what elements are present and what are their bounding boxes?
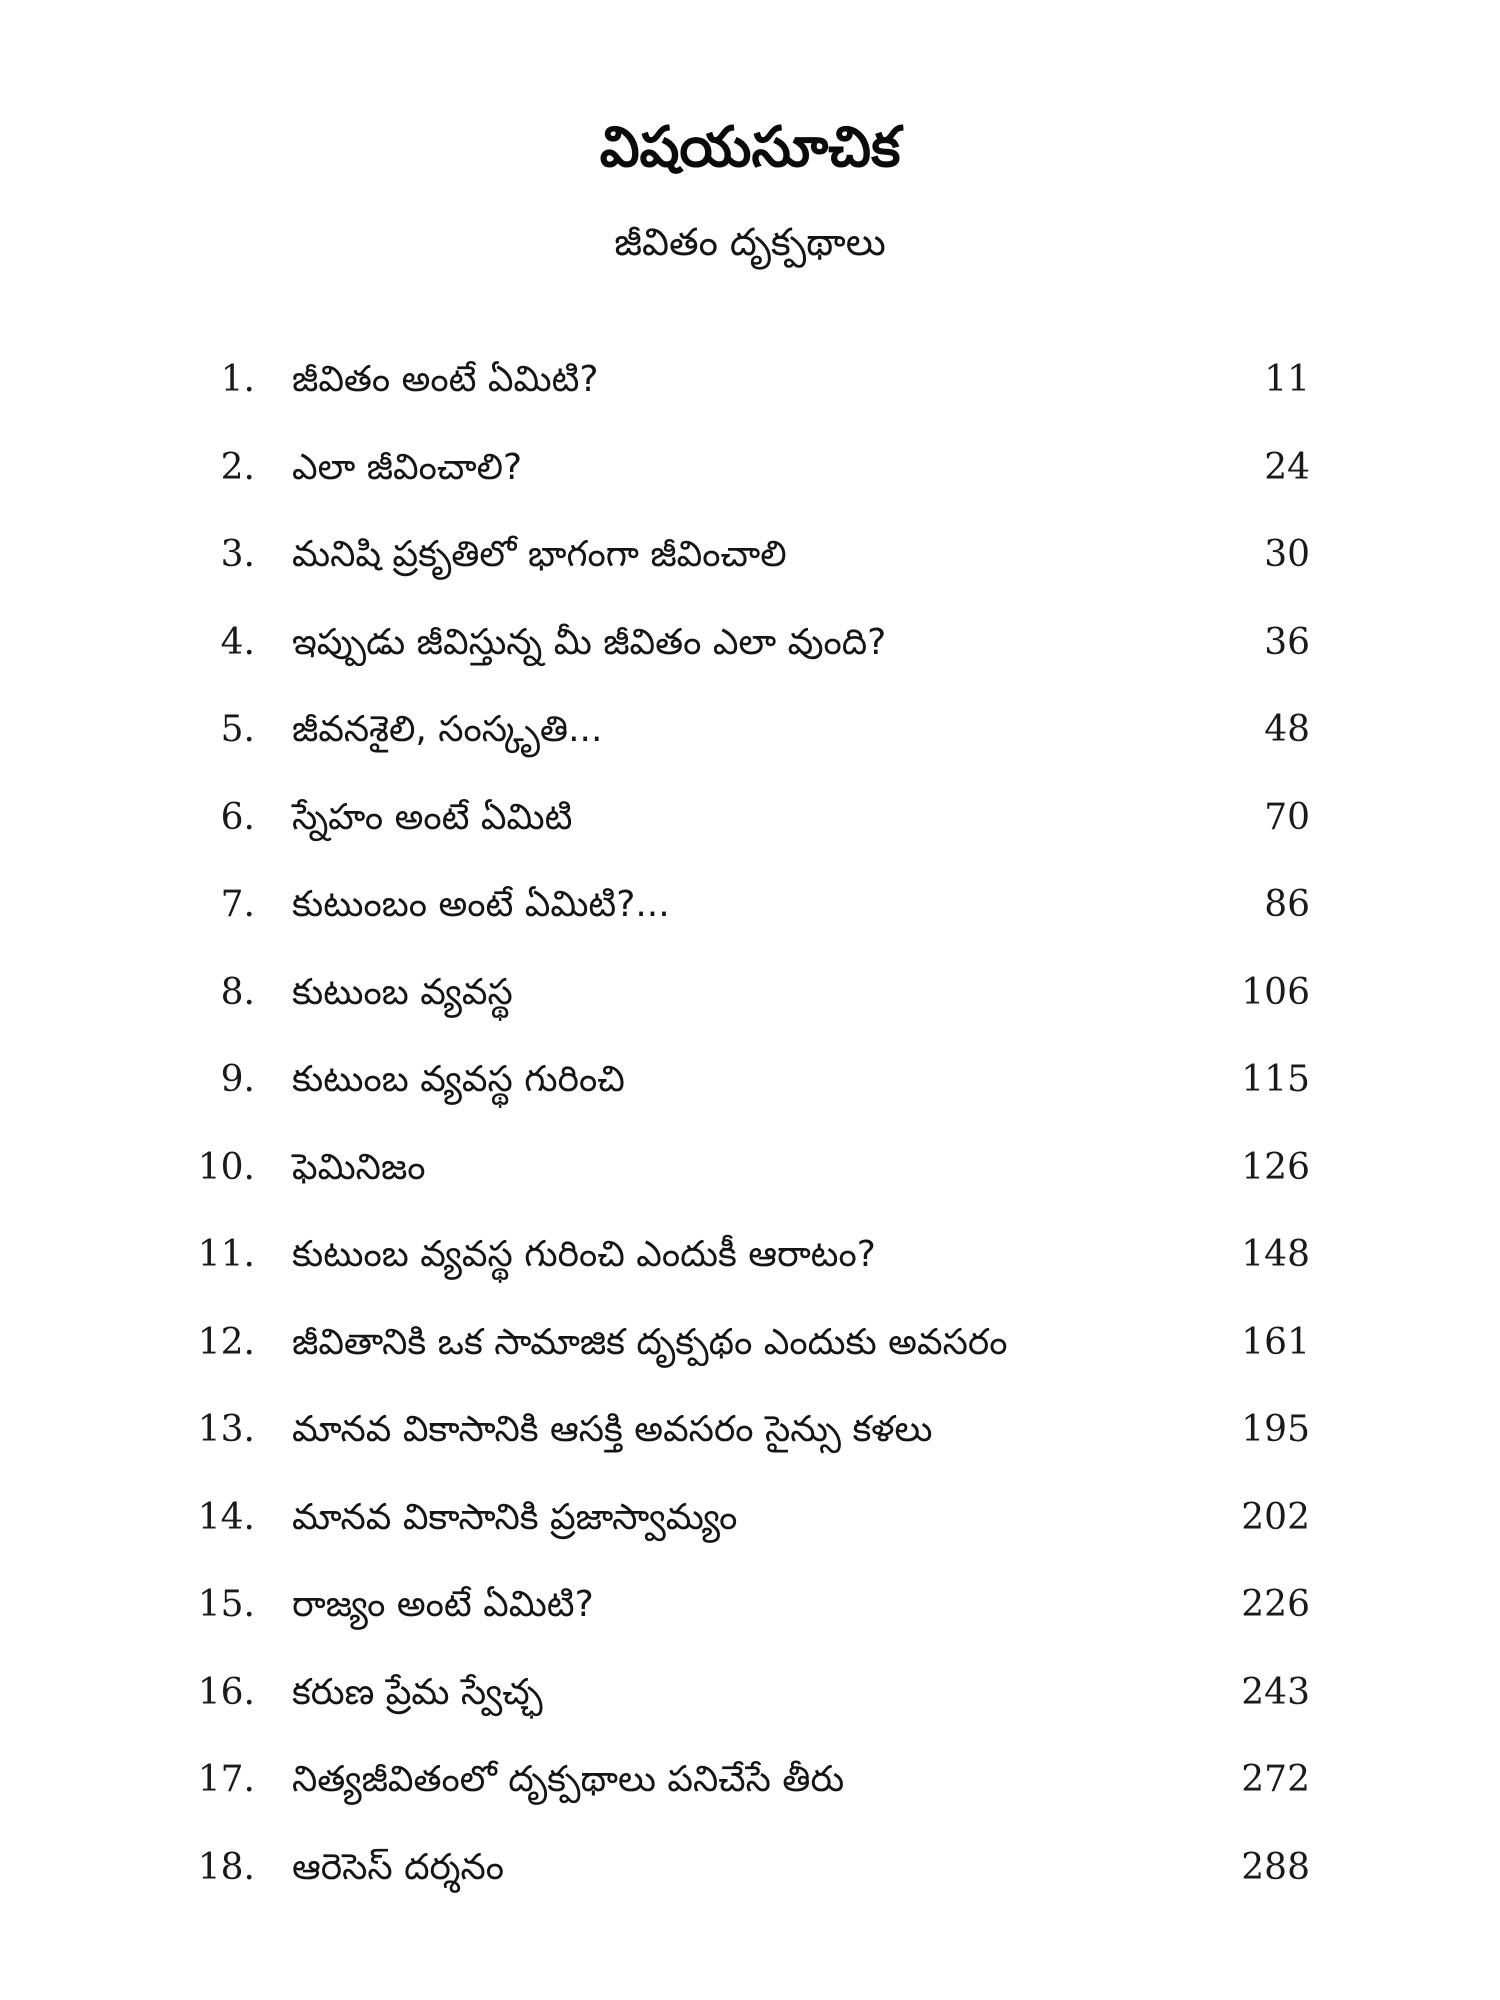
- toc-entry-page: 48: [1264, 709, 1310, 750]
- toc-entry-title: మానవ వికాసానికి ప్రజాస్వామ్యం: [292, 1496, 738, 1538]
- toc-entry-number: 14.: [197, 1496, 255, 1538]
- toc-entry-number: 5.: [220, 709, 255, 750]
- toc-entry-title: ఇప్పుడు జీవిస్తున్న మీ జీవితం ఎలా వుంది?: [292, 621, 887, 663]
- toc-entry: [0, 1315, 1500, 1403]
- toc-entry-title: ఎలా జీవించాలి?: [292, 446, 523, 488]
- toc-entry: [0, 702, 1500, 790]
- toc-entry-number: 17.: [197, 1759, 255, 1800]
- toc-entry-number: 12.: [197, 1321, 255, 1363]
- toc-entry-number: 7.: [220, 884, 255, 925]
- toc-entry-page: 148: [1241, 1234, 1310, 1275]
- toc-entry-number: 10.: [197, 1146, 255, 1188]
- toc-entry-number: 11.: [197, 1234, 255, 1275]
- toc-entry-page: 288: [1241, 1846, 1310, 1888]
- toc-entry-title: జీవనశైలి, సంస్కృతి...: [292, 709, 603, 750]
- toc-entry-title: కుటుంబ వ్యవస్థ: [292, 971, 513, 1013]
- toc-entry-number: 13.: [197, 1409, 255, 1450]
- toc-entry-number: 2.: [220, 446, 255, 488]
- toc-entry-page: 36: [1264, 621, 1310, 663]
- toc-entry: [0, 790, 1500, 878]
- toc-entry-page: 195: [1241, 1409, 1310, 1450]
- toc-entry-title: జీవితం అంటే ఏమిటి?: [292, 359, 599, 400]
- toc-entry-title: మనిషి ప్రకృతిలో భాగంగా జీవించాలి: [292, 534, 787, 575]
- toc-entry: [0, 1402, 1500, 1490]
- toc-entry: [0, 965, 1500, 1053]
- toc-entry-number: 15.: [197, 1584, 255, 1625]
- toc-entry-title: కుటుంబం అంటే ఏమిటి?...: [292, 884, 670, 925]
- toc-entry: [0, 1752, 1500, 1840]
- toc-entry-page: 115: [1241, 1059, 1310, 1100]
- toc-entry: [0, 1140, 1500, 1228]
- toc-entry-page: 202: [1241, 1496, 1310, 1538]
- toc-entry-title: ఫెమినిజం: [292, 1146, 426, 1188]
- toc-entry-page: 126: [1241, 1146, 1310, 1188]
- toc-entry-title: స్నేహం అంటే ఏమిటి: [292, 796, 573, 838]
- toc-entry-number: 9.: [220, 1059, 255, 1100]
- toc-entry-page: 30: [1264, 534, 1310, 575]
- toc-entry-number: 4.: [220, 621, 255, 663]
- toc-entry-number: 6.: [220, 796, 255, 838]
- toc-entry: [0, 1840, 1500, 1928]
- toc-entry-number: 8.: [220, 971, 255, 1013]
- toc-entry: [0, 877, 1500, 965]
- toc-entry: [0, 1227, 1500, 1315]
- toc-entry-title: నిత్యజీవితంలో దృక్పథాలు పనిచేసే తీరు: [292, 1759, 845, 1800]
- toc-entry-number: 1.: [220, 359, 255, 400]
- toc-entry-number: 18.: [197, 1846, 255, 1888]
- toc-entry-title: జీవితానికి ఒక సామాజిక దృక్పథం ఎందుకు అవసరం: [292, 1321, 1008, 1363]
- toc-entry-page: 24: [1264, 446, 1310, 488]
- toc-entry: [0, 440, 1500, 528]
- toc-entry-title: రాజ్యం అంటే ఏమిటి?: [292, 1584, 594, 1625]
- toc-entry-page: 226: [1241, 1584, 1310, 1625]
- toc-entry: [0, 352, 1500, 440]
- toc-entry-page: 243: [1241, 1671, 1310, 1713]
- toc-entry: [0, 615, 1500, 703]
- page-title: విషయసూచిక: [599, 115, 901, 180]
- toc-entry-page: 11: [1264, 359, 1310, 400]
- toc-entry-title: కుటుంబ వ్యవస్థ గురించి: [292, 1059, 625, 1100]
- page-subtitle: జీవితం దృక్పథాలు: [614, 220, 886, 264]
- toc-entry: [0, 1665, 1500, 1753]
- toc-entry-page: 70: [1264, 796, 1310, 838]
- toc-entry-title: కరుణ ప్రేమ స్వేచ్ఛ: [292, 1671, 543, 1713]
- table-of-contents: [0, 352, 1500, 1927]
- toc-entry: [0, 527, 1500, 615]
- toc-entry-page: 161: [1241, 1321, 1310, 1363]
- toc-entry-number: 3.: [220, 534, 255, 575]
- toc-entry-page: 106: [1241, 971, 1310, 1013]
- toc-entry-page: 272: [1241, 1759, 1310, 1800]
- toc-entry: [0, 1052, 1500, 1140]
- toc-entry-title: మానవ వికాసానికి ఆసక్తి అవసరం సైన్సు కళలు: [292, 1409, 933, 1450]
- toc-entry-title: ఆరెసెస్ దర్శనం: [292, 1846, 504, 1888]
- toc-entry-title: కుటుంబ వ్యవస్థ గురించి ఎందుకీ ఆరాటం?: [292, 1234, 876, 1275]
- toc-entry: [0, 1490, 1500, 1578]
- toc-entry: [0, 1577, 1500, 1665]
- toc-entry-page: 86: [1264, 884, 1310, 925]
- toc-entry-number: 16.: [197, 1671, 255, 1713]
